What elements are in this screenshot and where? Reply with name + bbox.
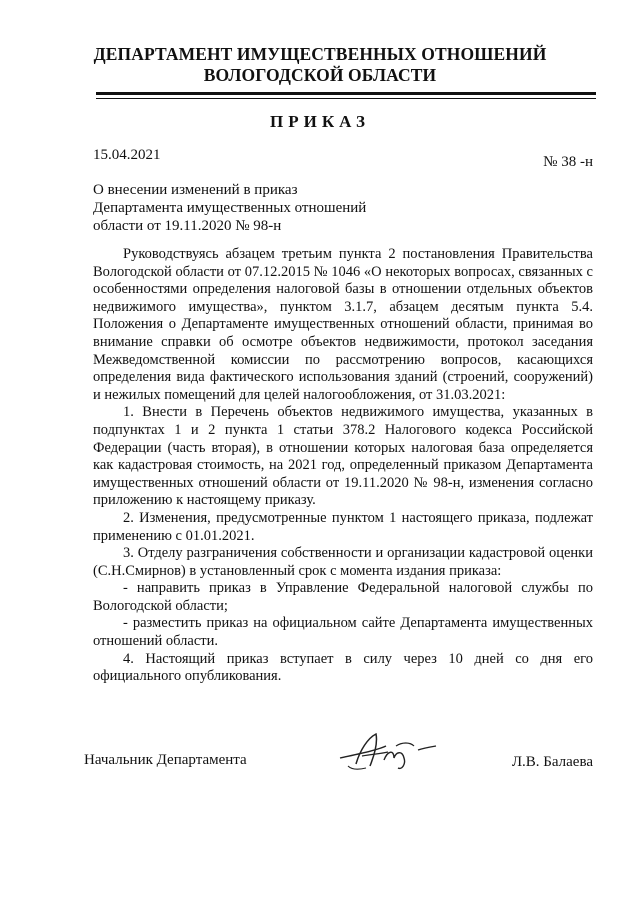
clause-3-item-2: - разместить приказ на официальном сайте Департамента имущественных отношений области. xyxy=(93,615,593,650)
handwritten-signature xyxy=(318,720,448,780)
subject-line-2: Департамента имущественных отношений xyxy=(93,200,367,216)
signatory-name: Л.В. Балаева xyxy=(511,754,593,770)
clause-1-paragraph: 1. Внести в Перечень объектов недвижимого имущества, указанных в подпунктах 1 и 2 пункта 1 статьи 378.2 Налогового кодекса Российской Федерации (часть вторая), в отношении которых налоговая база определяется как кадастровая стоимость, на 2021 год, определенный приказом Департамента имущественных отношений области от 19.11.2020 № 98-н, изменения согласно приложению к настоящему приказу. xyxy=(93,404,593,509)
department-header xyxy=(0,44,640,86)
header-line-2: ВОЛОГОДСКОЙ ОБЛАСТИ xyxy=(203,65,437,85)
signatory-position: Начальник Департамента xyxy=(84,752,247,768)
clause-2-paragraph: 2. Изменения, предусмотренные пунктом 1 настоящего приказа, подлежат применению с 01.01.2021. xyxy=(93,509,593,544)
signature-block xyxy=(0,750,640,780)
header-rule-thin xyxy=(96,98,596,99)
header-line-1: ДЕПАРТАМЕНТ ИМУЩЕСТВЕННЫХ ОТНОШЕНИЙ xyxy=(93,44,547,64)
clause-4-paragraph: 4. Настоящий приказ вступает в силу через 10 дней со дня его официального опубликования. xyxy=(93,650,593,685)
subject-line-1: О внесении изменений в приказ xyxy=(93,182,298,198)
order-number: № 38 -н xyxy=(543,154,593,170)
clause-3-paragraph: 3. Отделу разграничения собственности и организации кадастровой оценки (С.Н.Смирнов) в установленный срок с момента издания приказа: xyxy=(93,545,593,579)
header-rule-thick xyxy=(96,92,596,95)
subject-line-3: области от 19.11.2020 № 98-н xyxy=(93,218,282,234)
preamble-paragraph: Руководствуясь абзацем третьим пункта 2 постановления Правительства Вологодской области от 07.12.2015 № 1046 «О некоторых вопросах, связанных с особенностями определения налоговой базы в отношении отдельных объектов недвижимого имущества», пунктом 3.1.7, абзацем десятым пункта 5.4. Положения о Департаменте имущественных отношений области, принимая во внимание справки об осмотре объектов недвижимости, протокол заседания Межведомственной комиссии по рассмотрению вопросов, касающихся определения вида фактического использования зданий (строений, сооружений) и нежилых помещений для целей налогообложения, от 31.03.2021: xyxy=(93,246,593,403)
order-date: 15.04.2021 xyxy=(93,147,161,163)
document-title: ПРИКАЗ xyxy=(270,112,370,131)
order-body xyxy=(93,246,593,686)
clause-3-item-1: - направить приказ в Управление Федеральной налоговой службы по Вологодской области; xyxy=(93,580,593,614)
order-subject xyxy=(93,181,366,235)
